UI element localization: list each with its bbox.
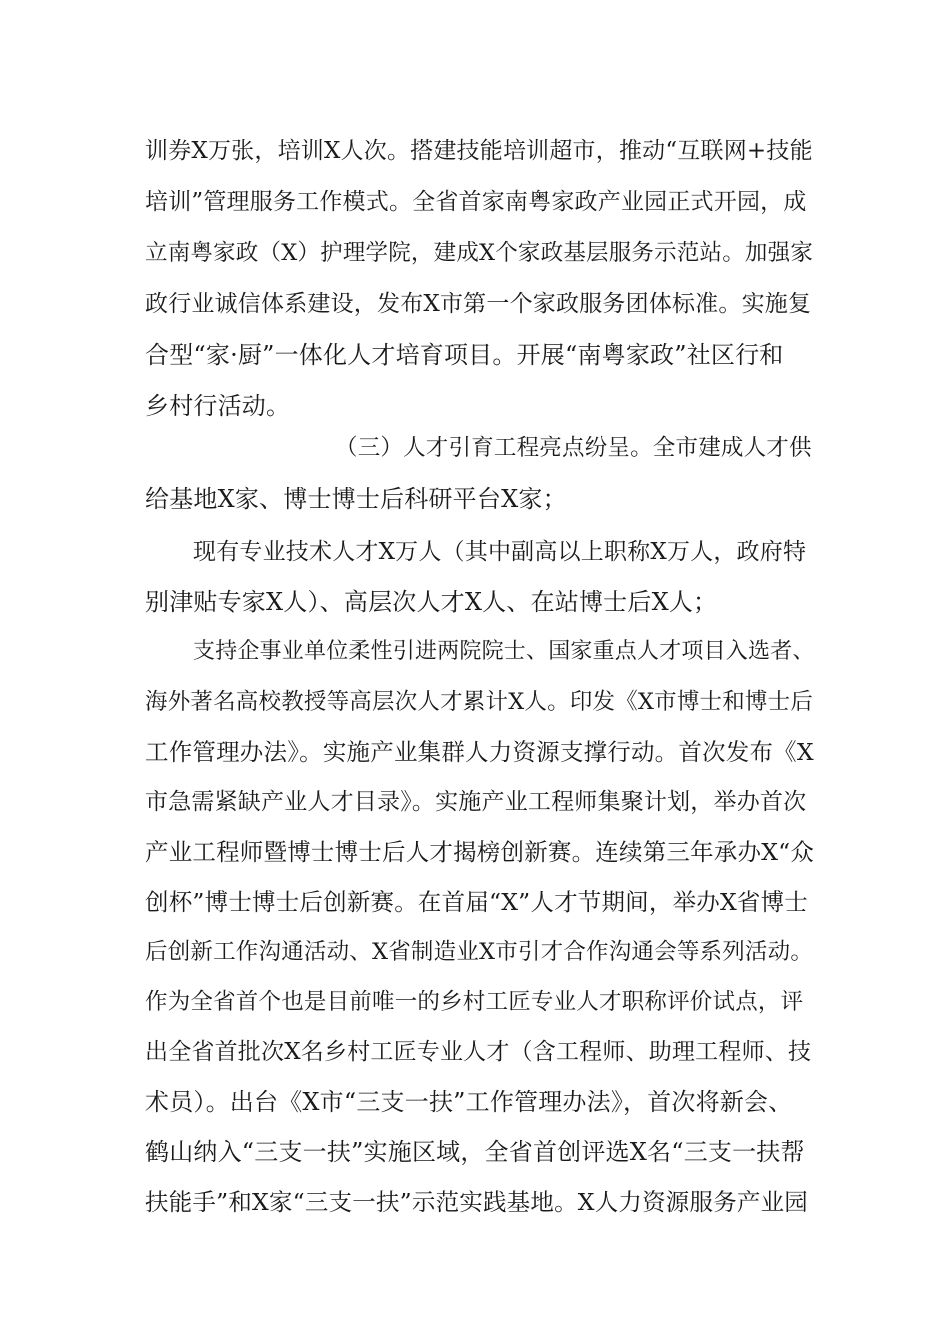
text-line: 后创新工作沟通活动、Ⅹ省制造业Ⅹ市引才合作沟通会等系列活动。 (145, 939, 814, 965)
paragraph-first-line: 支持企事业单位柔性引进两院院士、国家重点人才项目入选者、 (193, 639, 815, 664)
text-line: 作为全省首个也是目前唯一的乡村工匠专业人才职称评价试点，评 (145, 989, 804, 1015)
text-line: 别津贴专家Ⅹ人）、高层次人才Ⅹ人、在站博士后Ⅹ人； (145, 588, 718, 616)
text-line: 扶能手”和Ⅹ家“三支一扶”示范实践基地。Ⅹ人力资源服务产业园 (145, 1188, 809, 1216)
text-line: 市急需紧缺产业人才目录》。实施产业工程师集聚计划，举办首次 (145, 789, 807, 815)
text-line: 术员）。出台《Ⅹ市“三支一扶”工作管理办法》，首次将新会、 (145, 1088, 793, 1116)
text-line: 合型“家·厨”一体化人才培育项目。开展“南粤家政”社区行和 (145, 341, 784, 369)
section-heading-line: （三）人才引育工程亮点纷呈。全市建成人才供 (335, 435, 812, 461)
paragraph-first-line: 现有专业技术人才Ⅹ万人（其中副高以上职称Ⅹ万人，政府特 (193, 539, 807, 565)
text-line: 政行业诚信体系建设，发布Ⅹ市第一个家政服务团体标准。实施复 (145, 291, 812, 317)
text-line: 给基地Ⅹ家、博士博士后科研平台Ⅹ家； (145, 485, 567, 513)
text-line: 立南粤家政（Ⅹ）护理学院，建成Ⅹ个家政基层服务示范站。加强家 (145, 240, 814, 266)
text-line: 鹤山纳入“三支一扶”实施区域，全省首创评选Ⅹ名“三支一扶帮 (145, 1138, 805, 1166)
text-line: 产业工程师暨博士博士后人才揭榜创新赛。连续第三年承办Ⅹ“众 (145, 838, 815, 866)
text-line: 培训”管理服务工作模式。全省首家南粤家政产业园正式开园，成 (145, 189, 807, 215)
text-line: 创杯”博士博士后创新赛。在首届“Ⅹ”人才节期间，举办Ⅹ省博士 (145, 888, 809, 916)
text-line: 乡村行活动。 (145, 392, 291, 420)
text-line: 出全省首批次Ⅹ名乡村工匠专业人才（含工程师、助理工程师、技 (145, 1039, 812, 1065)
text-line: 工作管理办法》。实施产业集群人力资源支撑行动。首次发布《Ⅹ (145, 738, 814, 766)
text-line: 训券Ⅹ万张，培训Ⅹ人次。搭建技能培训超市，推动“互联网+技能 (145, 138, 813, 164)
text-line: 海外著名高校教授等高层次人才累计Ⅹ人。印发《Ⅹ市博士和博士后 (145, 689, 814, 715)
